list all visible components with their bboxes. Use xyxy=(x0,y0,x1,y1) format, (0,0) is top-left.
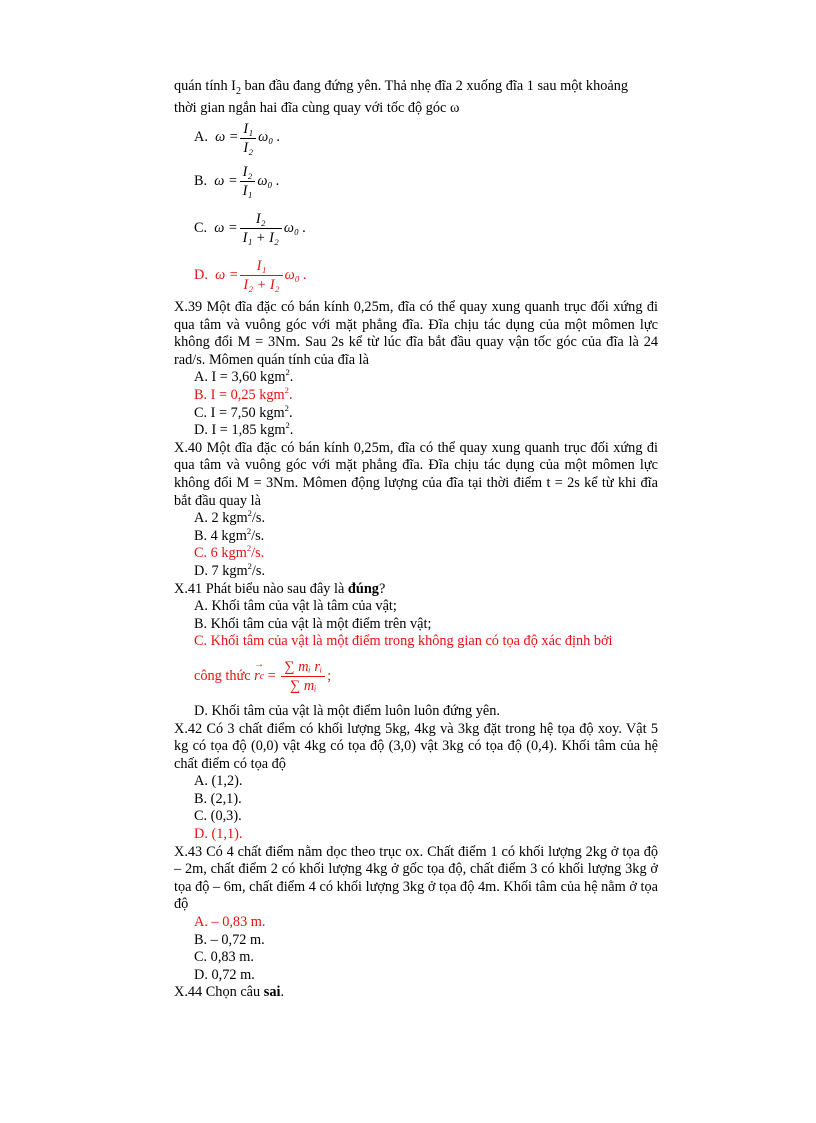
question-39: X.39 Một đĩa đặc có bán kính 0,25m, đĩa có thể quay xung quanh trục đối xứng đi qua tâm và vuông góc với mặt phẳng đĩa. Đĩa chịu tác dụng của một mômen lực không đổi M = 3Nm. Sau 2s kể từ lúc đĩa bắt đầu quay vận tốc góc của đĩa là 24 rad/s. Mômen quán tính của đĩa là xyxy=(174,299,658,368)
q39-option-d: D. I = 1,85 kgm$^2$. xyxy=(194,420,294,439)
q38-option-a: A. ω = $\frac{\text{I₁}}{\text{I₂}}$ ω₀ . xyxy=(194,120,281,156)
q40-option-d: D. 7 kgm$^2$/s. xyxy=(194,560,266,579)
intro-line-1: quán tính $I_2$ ban đầu đang đứng yên. Thả nhẹ đĩa 2 xuống đĩa 1 sau một khoảng xyxy=(174,78,629,97)
q41-option-c-formula: công thức → r c = $\frac{\text{∑ mᵢ rᵢ}}{\text{∑ mᵢ}}$ ; xyxy=(194,651,658,703)
question-40: X.40 Một đĩa đặc có bán kính 0,25m, đĩa có thể quay xung quanh trục đối xứng đi qua tâm và vuông góc với mặt phẳng đĩa. Đĩa chịu tác dụng của một mômen lực không đổi M = 3Nm. Mômen động lượng của đĩa tại thời điểm t = 2s kể từ khi đĩa bắt đầu quay là xyxy=(174,439,658,509)
q41-option-c-correct: C. Khối tâm của vật là một điểm trong không gian có tọa độ xác định bởi xyxy=(194,633,613,650)
q40-option-c-correct: C. 6 kgm$^2$/s. xyxy=(194,543,265,562)
document-page xyxy=(174,78,658,1002)
intro-line-2: thời gian ngắn hai đĩa cùng quay với tốc độ góc ω xyxy=(174,100,460,117)
q42-option-d-correct: D. (1,1). xyxy=(194,826,243,843)
question-43: X.43 Có 4 chất điểm nằm dọc theo trục ox. Chất điểm 1 có khối lượng 2kg ở tọa độ – 2m, chất điểm 2 có khối lượng 4kg ở gốc tọa độ, chất điểm 3 có khối lượng 3kg ở tọa độ – 6m, chất điểm 4 có khối lượng 3kg ở tọa độ 4m. Khối tâm của hệ nằm ở tọa độ xyxy=(174,843,658,913)
q42-option-a: A. (1,2). xyxy=(194,773,243,790)
question-44: X.44 Chọn câu sai. xyxy=(174,984,285,1001)
q40-option-b: B. 4 kgm$^2$/s. xyxy=(194,525,265,544)
q41-option-b: B. Khối tâm của vật là một điểm trên vật; xyxy=(194,615,432,632)
q39-option-a: A. I = 3,60 kgm$^2$. xyxy=(194,367,294,386)
q43-option-b: B. – 0,72 m. xyxy=(194,931,265,948)
question-42: X.42 Có 3 chất điểm có khối lượng 5kg, 4kg và 3kg đặt trong hệ tọa độ xoy. Vật 5 kg có tọa độ (0,0) vật 4kg có tọa độ (3,0) vật 3kg có tọa độ (0,4). Khối tâm của hệ chất điểm có tọa độ xyxy=(174,720,658,772)
q43-option-d: D. 0,72 m. xyxy=(194,966,255,983)
q42-option-b: B. (2,1). xyxy=(194,790,242,807)
q38-option-c: C. ω = $\frac{\text{I₂}}{\text{I₁ + I₂}}$ ω₀ . xyxy=(194,211,307,247)
q40-option-a: A. 2 kgm$^2$/s. xyxy=(194,508,266,527)
q42-option-c: C. (0,3). xyxy=(194,808,242,825)
r-vector: → r xyxy=(254,668,260,686)
q41-option-d: D. Khối tâm của vật là một điểm luôn luôn đứng yên. xyxy=(194,702,500,719)
q43-option-c: C. 0,83 m. xyxy=(194,949,254,966)
q39-option-c: C. I = 7,50 kgm$^2$. xyxy=(194,402,293,421)
question-41: X.41 Phát biểu nào sau đây là đúng? xyxy=(174,580,386,597)
q39-option-b-correct: B. I = 0,25 kgm$^2$. xyxy=(194,385,293,404)
q38-option-d-correct: D. ω = $\frac{\text{I₁}}{\text{I₂ + I₂}}$ ω₀ . xyxy=(194,258,307,294)
q38-option-b: B. ω = $\frac{\text{I₂}}{\text{I₁}}$ ω₀ . xyxy=(194,164,280,200)
q43-option-a-correct: A. – 0,83 m. xyxy=(194,914,266,931)
q41-option-a: A. Khối tâm của vật là tâm của vật; xyxy=(194,598,397,615)
